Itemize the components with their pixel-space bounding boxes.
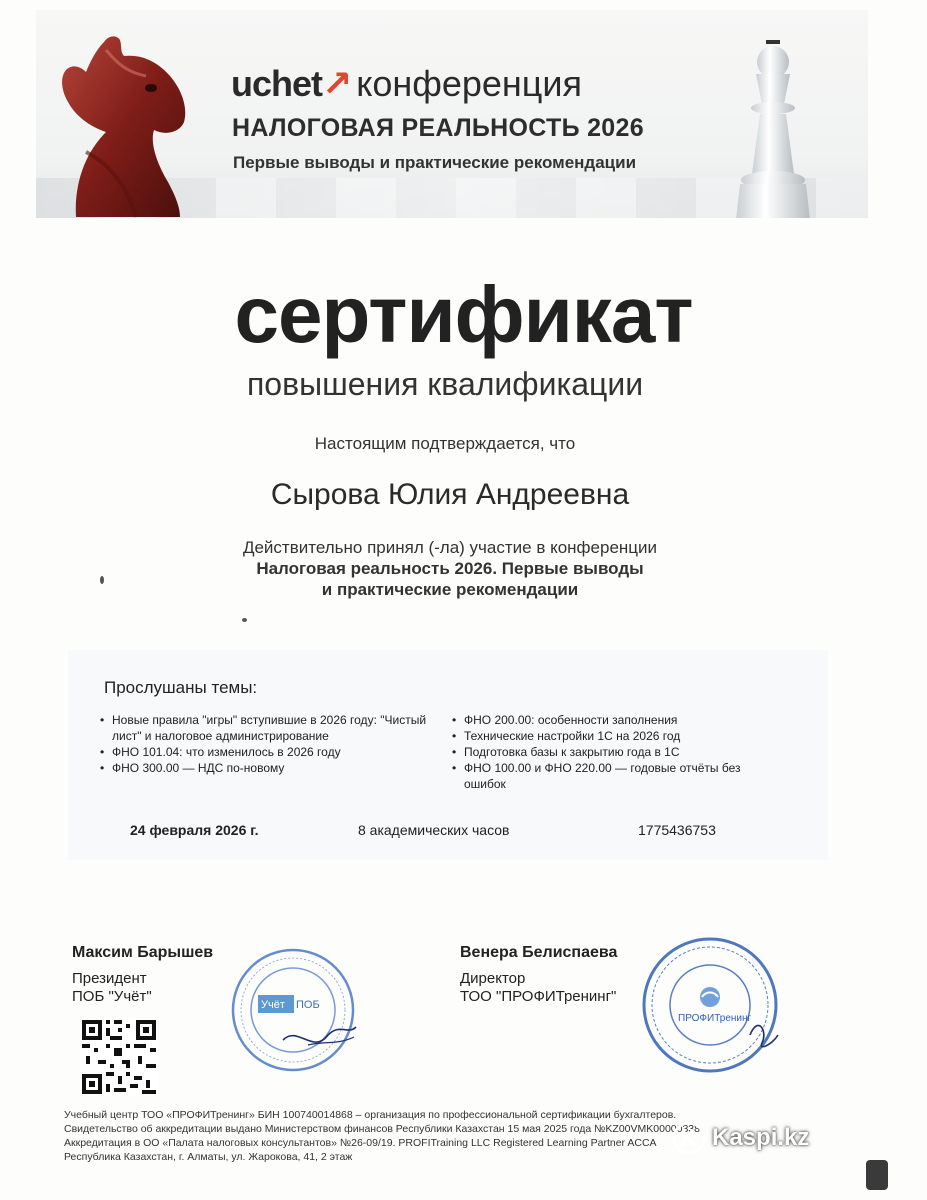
left-signer-org: ПОБ "Учёт" — [72, 988, 152, 1005]
left-signer-role — [72, 970, 152, 1006]
left-signer-name: Максим Барышев — [72, 944, 214, 961]
event-name-line1: Налоговая реальность 2026. Первые выводы — [256, 559, 644, 578]
brand-word: uchet — [231, 63, 323, 104]
certificate-number: 1775436753 — [638, 822, 716, 838]
left-signer-title: Президент — [72, 970, 147, 987]
certificate-title: сертификат — [234, 270, 693, 359]
topic-item: • ФНО 100.00 и ФНО 220.00 — годовые отчёты без ошибок — [452, 760, 772, 792]
brand-conference-word: конференция — [356, 63, 583, 104]
topic-item: • Подготовка базы к закрытию года в 1С — [452, 744, 772, 760]
banner-title: НАЛОГОВАЯ РЕАЛЬНОСТЬ 2026 — [232, 114, 644, 142]
topics-heading: Прослушаны темы: — [104, 678, 258, 697]
brand-logo — [231, 62, 751, 106]
topic-item: • ФНО 300.00 — НДС по-новому — [100, 760, 440, 776]
topics-list-right — [452, 712, 772, 792]
topics-box — [68, 650, 828, 860]
event-name-line2: и практические рекомендации — [321, 580, 579, 599]
participation-block — [0, 537, 900, 600]
footer-line: Аккредитация в ОО «Палата налоговых консультантов» №26-09/19. PROFITraining LLC Registered Learning Partner ACCA — [64, 1137, 657, 1149]
kaspi-logo-icon — [672, 1121, 706, 1155]
kaspi-watermark-text: Kaspi.kz — [712, 1124, 810, 1151]
scan-speck — [100, 576, 104, 584]
header-banner — [36, 10, 868, 218]
topic-item: • ФНО 200.00: особенности заполнения — [452, 712, 772, 728]
footer-line: Республика Казахстан, г. Алматы, ул. Жарокова, 41, 2 этаж — [64, 1151, 353, 1163]
uchet-seal-stamp — [228, 945, 358, 1075]
right-signer-role — [460, 970, 616, 1006]
svg-text:Учёт: Учёт — [261, 999, 285, 1011]
certificate-subtitle: повышения квалификации — [246, 366, 644, 402]
right-signer-name: Венера Белиспаева — [460, 944, 618, 961]
svg-text:ПОБ: ПОБ — [296, 999, 320, 1011]
academic-hours: 8 академических часов — [358, 822, 510, 838]
footer-line: Учебный центр ТОО «ПРОФИТренинг» БИН 100740014868 – организация по профессиональной сертификации бухгалтеров. — [64, 1109, 677, 1121]
issue-date: 24 февраля 2026 г. — [130, 822, 259, 838]
king-chess-piece-image — [726, 24, 816, 218]
scan-edge-mark — [866, 1160, 888, 1190]
recipient-name: Сырова Юлия Андреевна — [270, 478, 630, 511]
qr-code — [80, 1018, 158, 1096]
topics-list-left — [100, 712, 440, 776]
banner-subtitle: Первые выводы и практические рекомендации — [233, 153, 637, 172]
participation-text: Действительно принял (-ла) участие в конференции — [242, 538, 658, 557]
right-signer-title: Директор — [460, 970, 526, 987]
scan-speck — [242, 618, 247, 622]
footer-line: Свидетельство об аккредитации выдано Министерством финансов Республики Казахстан 15 мая 2025 года №KZ00VMK00000338 — [64, 1123, 700, 1135]
kaspi-watermark — [672, 1118, 809, 1158]
topic-item: • Технические настройки 1С на 2026 год — [452, 728, 772, 744]
right-signer-org: ТОО "ПРОФИТренинг" — [460, 988, 617, 1005]
svg-text:ПРОФИТренинг: ПРОФИТренинг — [678, 1013, 752, 1024]
brand-arrow-icon: ↗ — [322, 63, 353, 104]
knight-chess-piece-image — [46, 32, 206, 218]
profitraining-seal-stamp — [640, 935, 780, 1075]
topic-item: • Новые правила "игры" вступившие в 2026 году: "Чистый лист" и налоговое администрирование — [100, 712, 440, 744]
confirmation-text: Настоящим подтверждается, что — [314, 434, 576, 453]
topic-item: • ФНО 101.04: что изменилось в 2026 году — [100, 744, 440, 760]
